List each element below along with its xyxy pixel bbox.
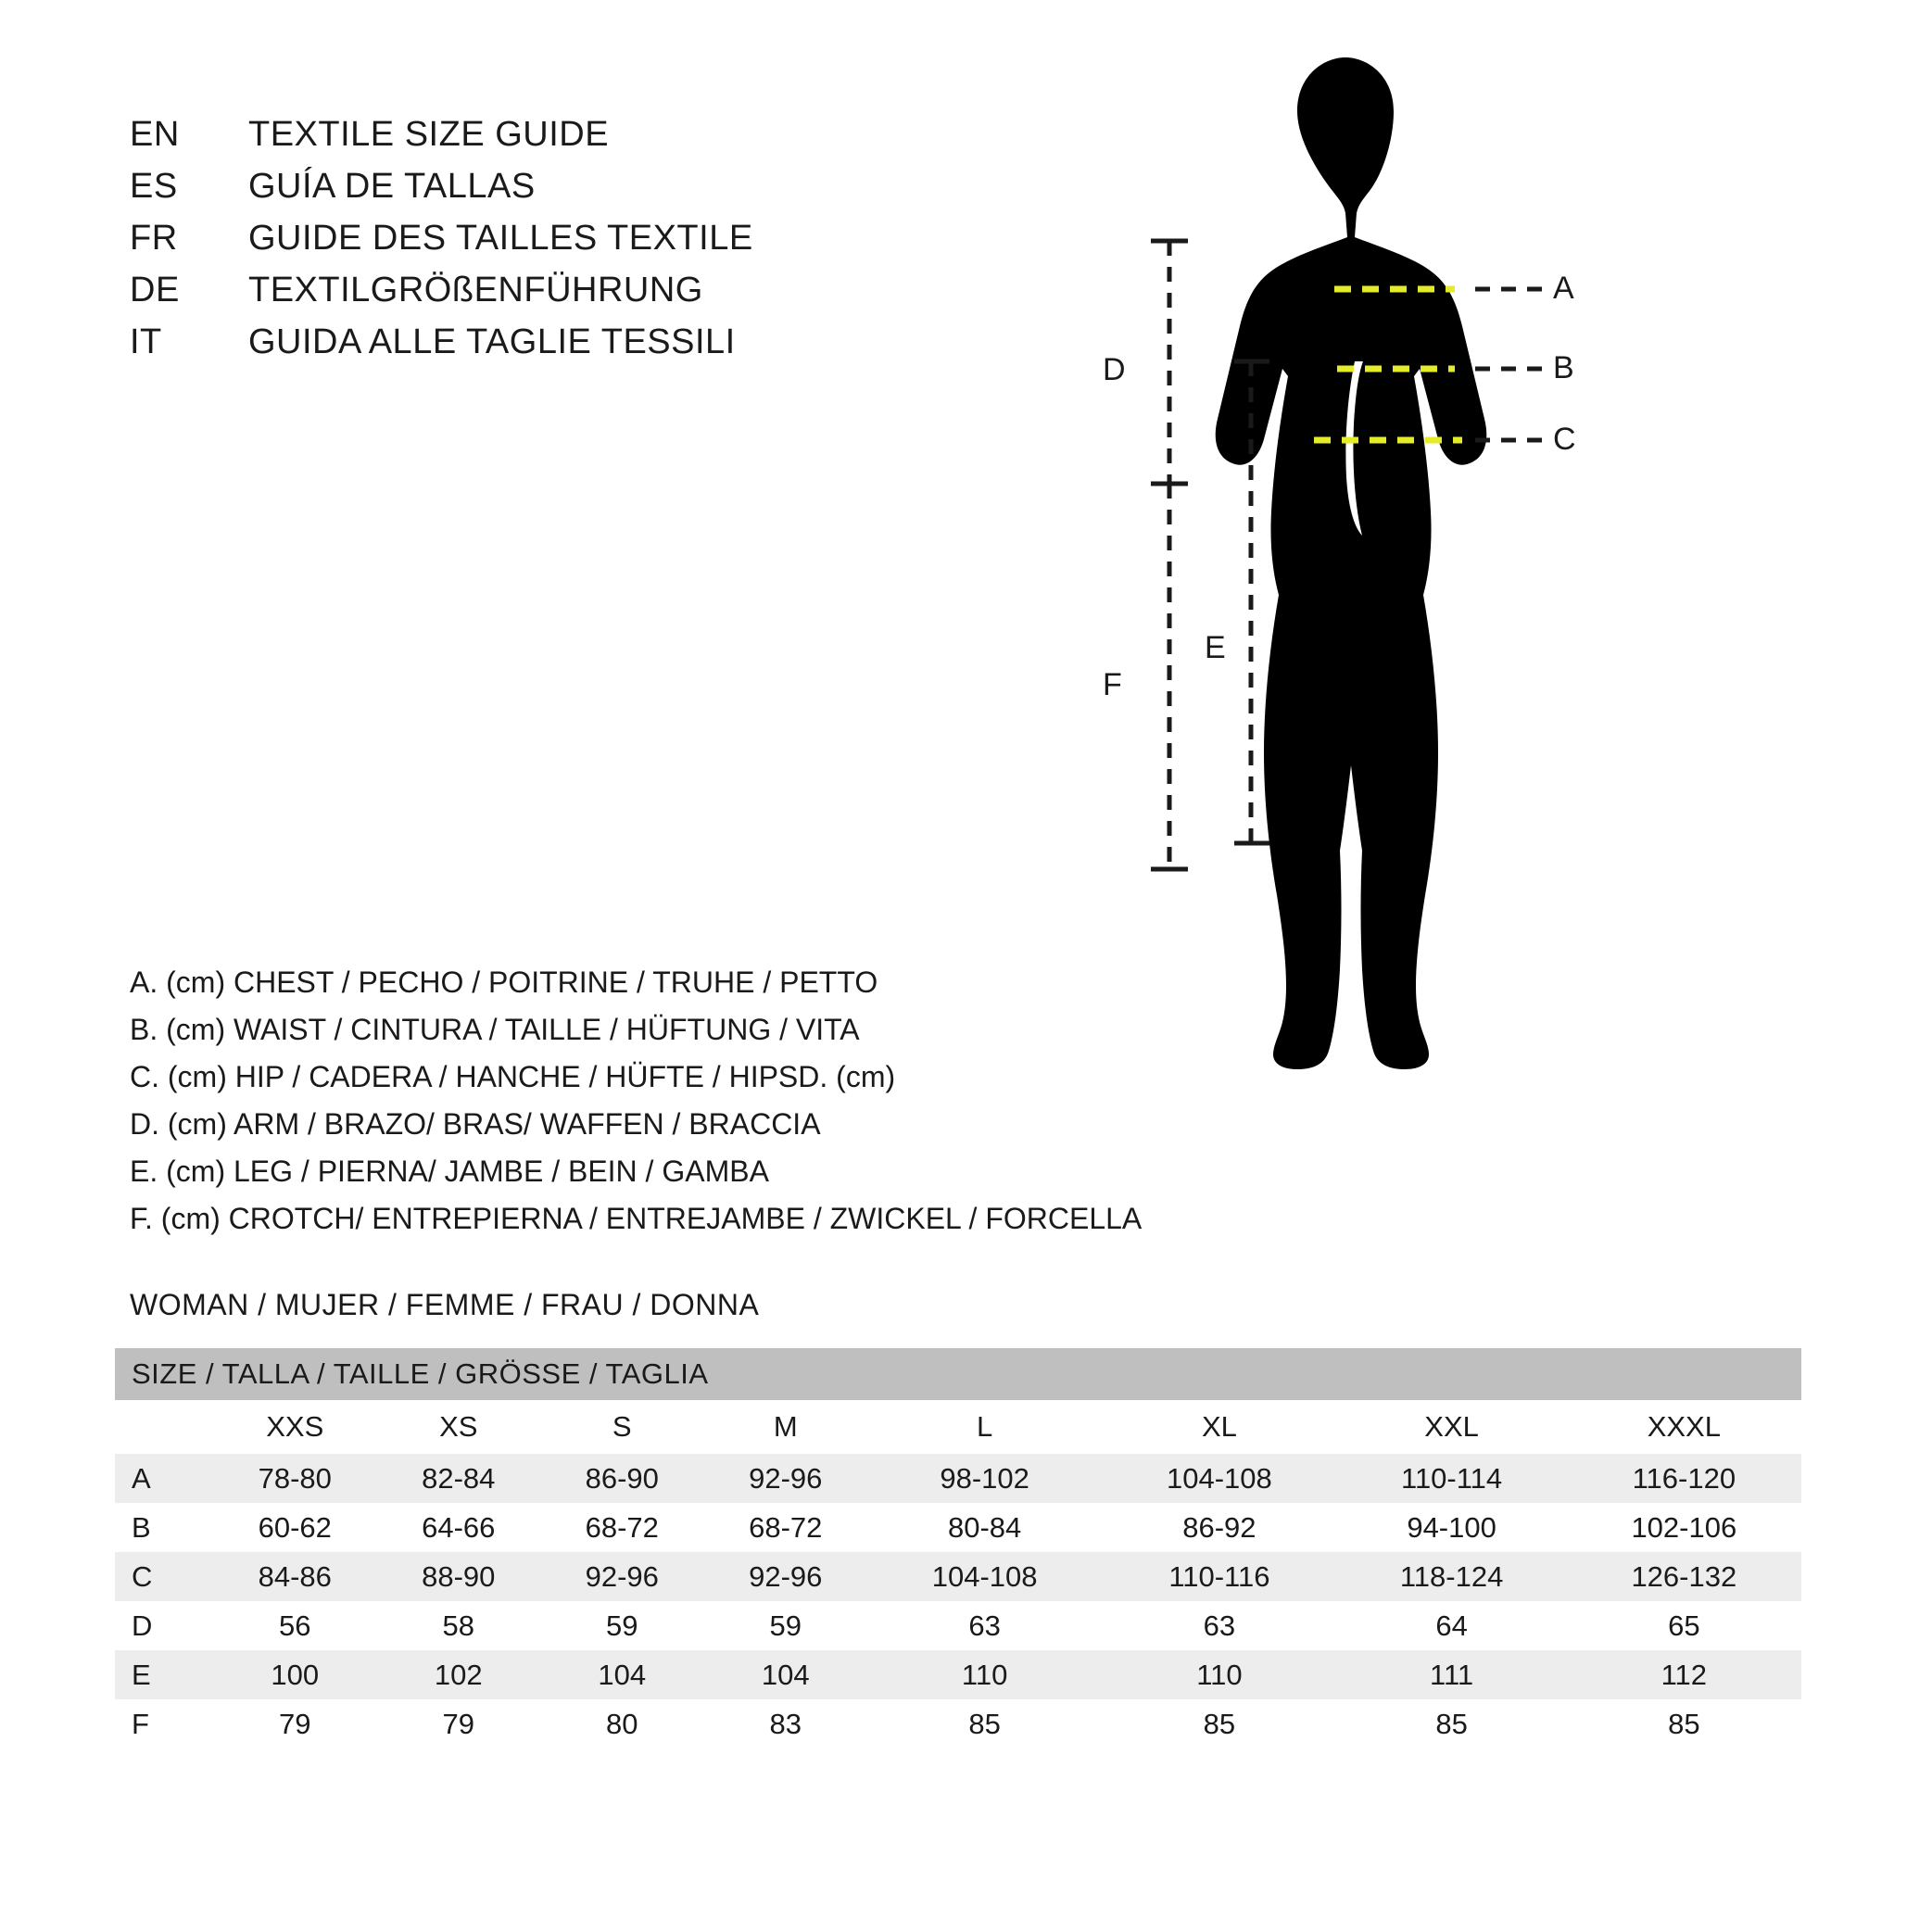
cell: 98-102 (867, 1454, 1102, 1503)
language-row (130, 271, 753, 322)
legend-item-d: D. (cm) ARM / BRAZO/ BRAS/ WAFFEN / BRACCIA (130, 1107, 821, 1141)
cell: 110 (1102, 1650, 1336, 1699)
row-label-d: D (115, 1601, 213, 1650)
table-header-xxs: XXS (213, 1400, 377, 1454)
cell: 100 (213, 1650, 377, 1699)
table-header-row (115, 1400, 1801, 1454)
cell: 56 (213, 1601, 377, 1650)
cell: 102-106 (1567, 1503, 1801, 1552)
cell: 59 (704, 1601, 868, 1650)
cell: 104-108 (1102, 1454, 1336, 1503)
cell: 80 (540, 1699, 704, 1748)
row-label-f: F (115, 1699, 213, 1748)
cell: 85 (867, 1699, 1102, 1748)
language-row (130, 167, 753, 219)
cell: 104-108 (867, 1552, 1102, 1601)
cell: 88-90 (377, 1552, 541, 1601)
cell: 112 (1567, 1650, 1801, 1699)
language-header-block (130, 115, 753, 374)
language-title: GUÍA DE TALLAS (248, 167, 536, 206)
cell: 64 (1337, 1601, 1567, 1650)
cell: 94-100 (1337, 1503, 1567, 1552)
language-title: GUIDE DES TAILLES TEXTILE (248, 219, 753, 258)
cell: 63 (1102, 1601, 1336, 1650)
label-b: B (1553, 350, 1574, 385)
cell: 104 (704, 1650, 868, 1699)
cell: 110-114 (1337, 1454, 1567, 1503)
label-d: D (1103, 352, 1126, 387)
language-title: GUIDA ALLE TAGLIE TESSILI (248, 322, 736, 361)
cell: 102 (377, 1650, 541, 1699)
table-header-xxl: XXL (1337, 1400, 1567, 1454)
row-label-c: C (115, 1552, 213, 1601)
language-code: FR (130, 219, 178, 258)
table-title: SIZE / TALLA / TAILLE / GRÖSSE / TAGLIA (115, 1348, 1801, 1400)
label-c: C (1553, 422, 1576, 457)
cell: 79 (213, 1699, 377, 1748)
language-code: ES (130, 167, 178, 206)
table-row (115, 1454, 1801, 1503)
cell: 85 (1337, 1699, 1567, 1748)
cell: 64-66 (377, 1503, 541, 1552)
cell: 111 (1337, 1650, 1567, 1699)
table-title-row (115, 1348, 1801, 1400)
table-caption: WOMAN / MUJER / FEMME / FRAU / DONNA (130, 1288, 760, 1321)
row-label-e: E (115, 1650, 213, 1699)
cell: 63 (867, 1601, 1102, 1650)
table-row (115, 1699, 1801, 1748)
cell: 58 (377, 1601, 541, 1650)
label-a: A (1553, 271, 1574, 306)
measurement-legend (130, 959, 1142, 1243)
language-row (130, 322, 753, 374)
cell: 79 (377, 1699, 541, 1748)
table-row (115, 1650, 1801, 1699)
cell: 83 (704, 1699, 868, 1748)
size-table (115, 1348, 1801, 1748)
cell: 92-96 (540, 1552, 704, 1601)
table-header-blank (115, 1400, 213, 1454)
woman-silhouette (1216, 57, 1487, 1069)
legend-item-c: C. (cm) HIP / CADERA / HANCHE / HÜFTE / HIPSD. (cm) (130, 1060, 896, 1093)
table-row (115, 1552, 1801, 1601)
legend-item-b: B. (cm) WAIST / CINTURA / TAILLE / HÜFTUNG / VITA (130, 1013, 860, 1046)
cell: 84-86 (213, 1552, 377, 1601)
table-header-xl: XL (1102, 1400, 1336, 1454)
legend-item-f: F. (cm) CROTCH/ ENTREPIERNA / ENTREJAMBE / ZWICKEL / FORCELLA (130, 1202, 1143, 1235)
cell: 65 (1567, 1601, 1801, 1650)
cell: 78-80 (213, 1454, 377, 1503)
table-header-l: L (867, 1400, 1102, 1454)
language-code: DE (130, 271, 180, 309)
cell: 85 (1102, 1699, 1336, 1748)
cell: 82-84 (377, 1454, 541, 1503)
size-diagram (1103, 56, 1881, 1195)
cell: 60-62 (213, 1503, 377, 1552)
table-header-xs: XS (377, 1400, 541, 1454)
table-header-m: M (704, 1400, 868, 1454)
legend-item-e: E. (cm) LEG / PIERNA/ JAMBE / BEIN / GAMBA (130, 1155, 769, 1188)
language-code: EN (130, 115, 180, 154)
cell: 68-72 (540, 1503, 704, 1552)
cell: 80-84 (867, 1503, 1102, 1552)
language-row (130, 115, 753, 167)
language-row (130, 219, 753, 271)
cell: 86-90 (540, 1454, 704, 1503)
label-e: E (1205, 630, 1226, 665)
cell: 110 (867, 1650, 1102, 1699)
legend-item-a: A. (cm) CHEST / PECHO / POITRINE / TRUHE / PETTO (130, 966, 878, 999)
cell: 104 (540, 1650, 704, 1699)
language-code: IT (130, 322, 162, 361)
cell: 116-120 (1567, 1454, 1801, 1503)
cell: 92-96 (704, 1454, 868, 1503)
cell: 59 (540, 1601, 704, 1650)
row-label-a: A (115, 1454, 213, 1503)
table-row (115, 1503, 1801, 1552)
cell: 126-132 (1567, 1552, 1801, 1601)
label-f: F (1103, 667, 1122, 702)
table-header-s: S (540, 1400, 704, 1454)
cell: 110-116 (1102, 1552, 1336, 1601)
cell: 68-72 (704, 1503, 868, 1552)
row-label-b: B (115, 1503, 213, 1552)
language-title: TEXTILGRÖßENFÜHRUNG (248, 271, 703, 309)
table-header-xxxl: XXXL (1567, 1400, 1801, 1454)
cell: 92-96 (704, 1552, 868, 1601)
cell: 118-124 (1337, 1552, 1567, 1601)
table-row (115, 1601, 1801, 1650)
language-title: TEXTILE SIZE GUIDE (248, 115, 610, 154)
cell: 85 (1567, 1699, 1801, 1748)
cell: 86-92 (1102, 1503, 1336, 1552)
